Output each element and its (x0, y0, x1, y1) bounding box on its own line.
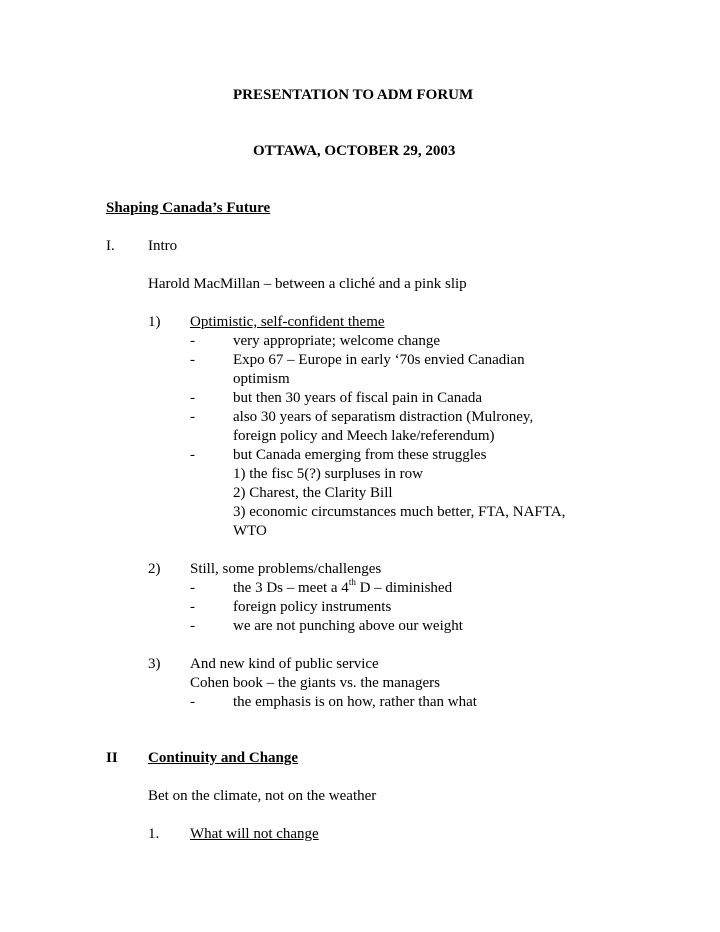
superscript: th (348, 577, 356, 587)
main-heading: Shaping Canada’s Future (106, 200, 271, 216)
item-3-subtitle: Cohen book – the giants vs. the managers (190, 675, 440, 691)
sub-point-continuation: WTO (233, 523, 267, 539)
bullet-text: Expo 67 – Europe in early ‘70s envied Canadian (233, 352, 525, 368)
item-2-title: Still, some problems/challenges (190, 561, 382, 577)
dash: - (190, 333, 195, 349)
section-2-text: Bet on the climate, not on the weather (148, 788, 377, 804)
item-2-number: 2) (148, 561, 161, 577)
document-title: PRESENTATION TO ADM FORUM (233, 87, 474, 103)
dash: - (190, 390, 195, 406)
sub-point: 1) the fisc 5(?) surpluses in row (233, 466, 423, 482)
dash: - (190, 694, 195, 710)
sub-point: 3) economic circumstances much better, FTA, NAFTA, (233, 504, 566, 520)
section-1-title: Intro (148, 238, 178, 254)
dash: - (190, 447, 195, 463)
item-1-title: Optimistic, self-confident theme (190, 314, 385, 330)
bullet-text-continuation: foreign policy and Meech lake/referendum) (233, 428, 495, 444)
bullet-text: the emphasis is on how, rather than what (233, 694, 477, 710)
location-date: OTTAWA, OCTOBER 29, 2003 (253, 143, 456, 159)
section-1-numeral: I. (106, 238, 115, 254)
bullet-text: we are not punching above our weight (233, 618, 463, 634)
sub-point: 2) Charest, the Clarity Bill (233, 485, 393, 501)
dash: - (190, 409, 195, 425)
item-3-number: 3) (148, 656, 161, 672)
section-2-item-1-title: What will not change (190, 826, 319, 842)
section-2-title: Continuity and Change (148, 750, 299, 766)
section-2-item-1-number: 1. (148, 826, 160, 842)
bullet-text: but Canada emerging from these struggles (233, 447, 487, 463)
section-2-numeral: II (106, 750, 118, 766)
dash: - (190, 599, 195, 615)
section-1-quote: Harold MacMillan – between a cliché and a pink slip (148, 276, 467, 292)
bullet-text: very appropriate; welcome change (233, 333, 440, 349)
bullet-text-continuation: optimism (233, 371, 290, 387)
item-1-number: 1) (148, 314, 161, 330)
bullet-text: but then 30 years of fiscal pain in Canada (233, 390, 483, 406)
bullet-text: also 30 years of separatism distraction (Mulroney, (233, 409, 534, 425)
bullet-text: foreign policy instruments (233, 599, 392, 615)
bullet-text: the 3 Ds – meet a 4th D – diminished (233, 577, 453, 596)
dash: - (190, 352, 195, 368)
dash: - (190, 618, 195, 634)
dash: - (190, 580, 195, 596)
item-3-title: And new kind of public service (190, 656, 379, 672)
